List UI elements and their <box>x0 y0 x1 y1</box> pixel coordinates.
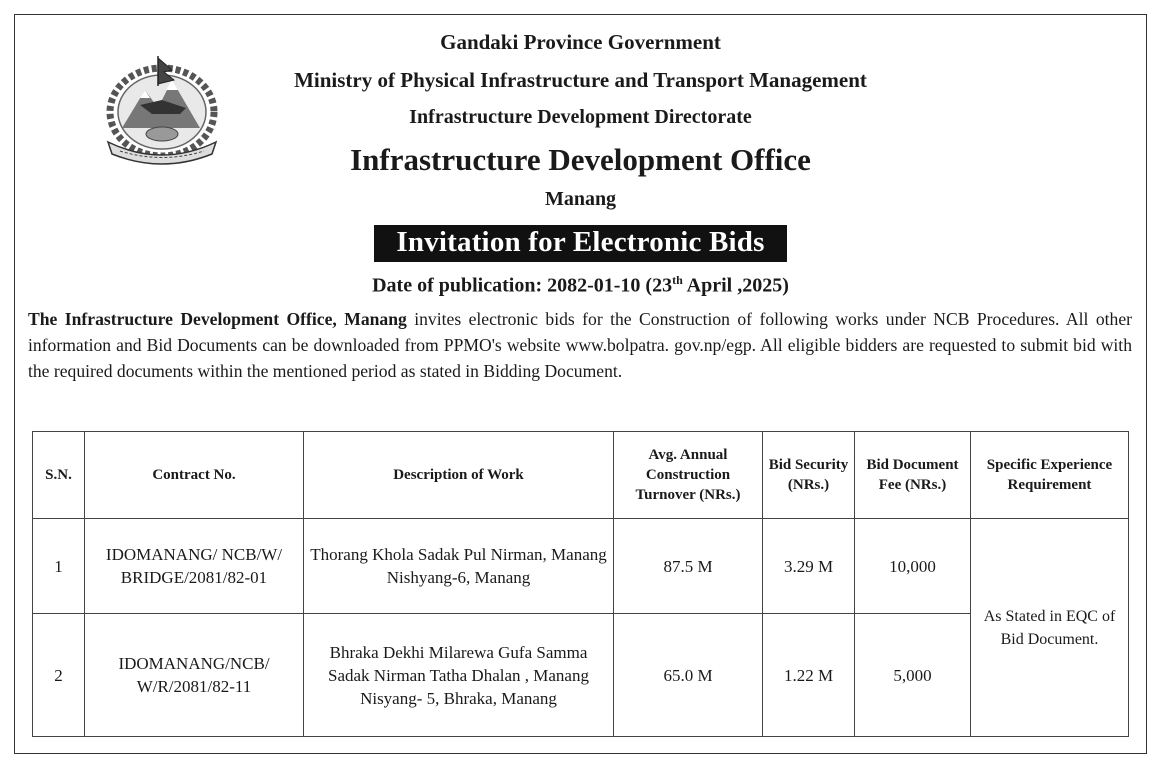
table-row <box>33 614 1129 737</box>
ministry-name: Ministry of Physical Infrastructure and Transport Management <box>294 68 867 92</box>
invitation-body: invites electronic bids for the Construction of following works under NCB Procedures. All other information and Bid Documents can be downloaded from PPMO's website www.bolpatra. gov.np/egp. All eligible bidders are requested to submit bid with the required documents within the mentioned period as stated in Bidding Document. <box>28 309 1132 381</box>
directorate-name: Infrastructure Development Directorate <box>409 106 752 128</box>
cell-turnover: 87.5 M <box>614 519 763 614</box>
office-lead: The Infrastructure Development Office, Manang <box>28 309 407 329</box>
cell-experience-requirement: As Stated in EQC of Bid Document. <box>971 519 1129 737</box>
cell-description: Thorang Khola Sadak Pul Nirman, Manang Nishyang-6, Manang <box>304 519 614 614</box>
notice-title-banner: Invitation for Electronic Bids <box>374 225 786 262</box>
cell-sn: 2 <box>33 614 85 737</box>
bid-table <box>32 431 1129 737</box>
cell-sn: 1 <box>33 519 85 614</box>
government-name: Gandaki Province Government <box>440 30 721 54</box>
header-bid-security: Bid Security (NRs.) <box>763 432 855 519</box>
cell-document-fee: 5,000 <box>855 614 971 737</box>
cell-bid-security: 3.29 M <box>763 519 855 614</box>
cell-contract-no: IDOMANANG/ NCB/W/ BRIDGE/2081/82-01 <box>85 519 304 614</box>
cell-contract-no: IDOMANANG/NCB/ W/R/2081/82-11 <box>85 614 304 737</box>
header-sn: S.N. <box>33 432 85 519</box>
header-description: Description of Work <box>304 432 614 519</box>
table-header-row <box>33 432 1129 519</box>
invitation-paragraph <box>28 306 1132 384</box>
cell-document-fee: 10,000 <box>855 519 971 614</box>
cell-turnover: 65.0 M <box>614 614 763 737</box>
cell-bid-security: 1.22 M <box>763 614 855 737</box>
table-row <box>33 519 1129 614</box>
header-document-fee: Bid Document Fee (NRs.) <box>855 432 971 519</box>
cell-description: Bhraka Dekhi Milarewa Gufa Samma Sadak Nirman Tatha Dhalan , Manang Nisyang- 5, Bhraka, Manang <box>304 614 614 737</box>
header-turnover: Avg. Annual Construction Turnover (NRs.) <box>614 432 763 519</box>
publication-date: Date of publication: 2082-01-10 (23th April ,2025) <box>372 273 789 297</box>
office-location: Manang <box>544 188 617 210</box>
office-name: Infrastructure Development Office <box>350 142 811 177</box>
header-contract-no: Contract No. <box>85 432 304 519</box>
header-experience: Specific Experience Requirement <box>971 432 1129 519</box>
